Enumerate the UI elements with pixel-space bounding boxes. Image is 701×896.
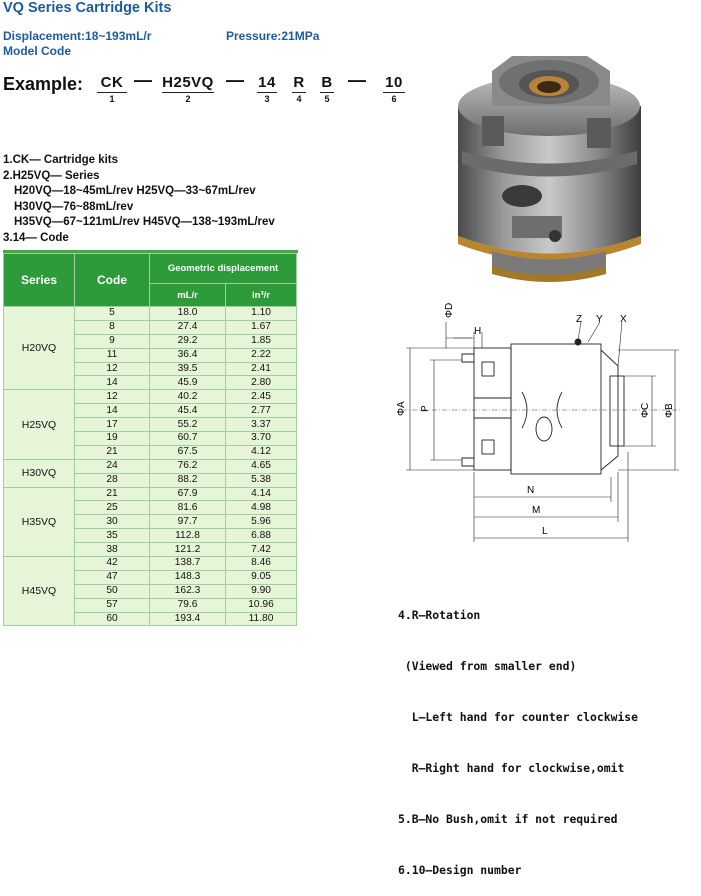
table-row (4, 487, 297, 501)
code-cell: 8 (75, 320, 150, 334)
dim-label-phiA: ΦA (396, 401, 407, 416)
example-segment-6 (383, 74, 405, 105)
model-code-heading: Model Code (3, 44, 71, 58)
in3-cell: 10.96 (226, 598, 297, 612)
in3-cell: 4.65 (226, 459, 297, 473)
ml-cell: 45.4 (150, 404, 226, 418)
dim-label-P: P (420, 405, 431, 412)
table-body (4, 307, 297, 626)
code-cell: 9 (75, 334, 150, 348)
dimension-drawing (382, 302, 700, 562)
pressure-spec: Pressure:21MPa (226, 29, 320, 43)
in3-cell: 5.38 (226, 473, 297, 487)
code-cell: 60 (75, 612, 150, 626)
dim-label-N: N (527, 485, 535, 496)
col-header-code: Code (75, 254, 150, 307)
legend-line: H35VQ—67~121mL/rev H45VQ—138~193mL/rev (14, 216, 275, 228)
ml-cell: 60.7 (150, 432, 226, 446)
code-cell: 30 (75, 515, 150, 529)
table-row (4, 307, 297, 321)
in3-cell: 1.67 (226, 320, 297, 334)
code-cell: 50 (75, 584, 150, 598)
dim-label-phiC: ΦC (640, 402, 651, 418)
code-cell: 57 (75, 598, 150, 612)
in3-cell: 2.41 (226, 362, 297, 376)
in3-cell: 11.80 (226, 612, 297, 626)
ml-cell: 18.0 (150, 307, 226, 321)
code-cell: 14 (75, 376, 150, 390)
ml-cell: 81.6 (150, 501, 226, 515)
code-cell: 12 (75, 390, 150, 404)
ml-cell: 162.3 (150, 584, 226, 598)
in3-cell: 4.14 (226, 487, 297, 501)
code-cell: 28 (75, 473, 150, 487)
code-cell: 17 (75, 418, 150, 432)
dim-label-Y: Y (596, 314, 603, 325)
in3-cell: 3.37 (226, 418, 297, 432)
dim-label-Z: Z (576, 314, 583, 325)
in3-cell: 9.90 (226, 584, 297, 598)
ml-cell: 88.2 (150, 473, 226, 487)
page-title: VQ Series Cartridge Kits (3, 0, 172, 16)
in3-cell: 7.42 (226, 543, 297, 557)
in3-cell: 4.12 (226, 445, 297, 459)
legend-line: 2.H25VQ— Series (3, 169, 100, 182)
table-row (4, 557, 297, 571)
code-cell: 47 (75, 570, 150, 584)
ml-cell: 79.6 (150, 598, 226, 612)
example-segment-1 (97, 74, 127, 105)
in3-cell: 9.05 (226, 570, 297, 584)
segment-number: 3 (264, 94, 270, 104)
segment-code: 10 (383, 74, 405, 93)
code-cell: 12 (75, 362, 150, 376)
drawing-outline (462, 339, 624, 474)
ml-cell: 40.2 (150, 390, 226, 404)
ml-cell: 27.4 (150, 320, 226, 334)
example-segment-3 (257, 74, 277, 105)
legend-line: 3.14— Code (3, 231, 69, 244)
dim-label-H: H (474, 326, 482, 337)
segment-number: 5 (324, 94, 330, 104)
segment-code: CK (97, 74, 127, 93)
example-segment-2 (162, 74, 214, 105)
table-row (4, 459, 297, 473)
code-cell: 11 (75, 348, 150, 362)
displacement-spec: Displacement:18~193mL/r (3, 29, 152, 43)
in3-cell: 2.45 (226, 390, 297, 404)
series-cell: H35VQ (4, 487, 75, 556)
ml-cell: 121.2 (150, 543, 226, 557)
note-line: 4.R—Rotation (398, 608, 481, 622)
ml-cell: 36.4 (150, 348, 226, 362)
series-cell: H45VQ (4, 557, 75, 626)
table-row (4, 390, 297, 404)
example-segment-4 (292, 74, 306, 105)
code-cell: 42 (75, 557, 150, 571)
dim-label-L: L (542, 526, 548, 537)
series-cell: H20VQ (4, 307, 75, 390)
segment-code: H25VQ (162, 74, 214, 91)
dim-label-X: X (620, 314, 627, 325)
col-header-geometric: Geometric displacement (150, 254, 297, 284)
col-header-series: Series (4, 254, 75, 307)
option-notes (398, 573, 638, 896)
segment-number: 1 (109, 94, 115, 104)
legend-line: H30VQ—76~88mL/rev (14, 200, 134, 213)
ml-cell: 148.3 (150, 570, 226, 584)
in3-cell: 2.80 (226, 376, 297, 390)
code-cell: 35 (75, 529, 150, 543)
example-label: Example: (3, 74, 84, 94)
code-cell: 5 (75, 307, 150, 321)
code-cell: 21 (75, 445, 150, 459)
code-cell: 24 (75, 459, 150, 473)
dim-label-phiB: ΦB (664, 403, 675, 418)
example-dash: — (348, 70, 366, 90)
dim-label-M: M (532, 505, 541, 516)
in3-cell: 3.70 (226, 432, 297, 446)
segment-number: 2 (185, 94, 191, 104)
note-line: 5.B—No Bush,omit if not required (398, 812, 618, 826)
note-line: R—Right hand for clockwise,omit (398, 761, 625, 775)
example-dash: — (134, 70, 152, 90)
code-cell: 38 (75, 543, 150, 557)
in3-cell: 2.22 (226, 348, 297, 362)
note-line: 6.10—Design number (398, 863, 522, 877)
segment-code: 14 (258, 74, 276, 91)
example-segment-5 (320, 74, 334, 105)
ml-cell: 112.8 (150, 529, 226, 543)
legend-line: 1.CK— Cartridge kits (3, 154, 119, 166)
in3-cell: 5.96 (226, 515, 297, 529)
in3-cell: 1.10 (226, 307, 297, 321)
ml-cell: 67.9 (150, 487, 226, 501)
ml-cell: 29.2 (150, 334, 226, 348)
displacement-table (3, 253, 297, 626)
segment-code: R (293, 74, 305, 91)
in3-cell: 4.98 (226, 501, 297, 515)
in3-cell: 1.85 (226, 334, 297, 348)
dimension-lines (406, 322, 679, 542)
code-cell: 19 (75, 432, 150, 446)
series-cell: H25VQ (4, 390, 75, 459)
dim-label-phiD: ΦD (444, 302, 455, 318)
code-cell: 21 (75, 487, 150, 501)
series-cell: H30VQ (4, 459, 75, 487)
legend-line: H20VQ—18~45mL/rev H25VQ—33~67mL/rev (14, 185, 256, 197)
ml-cell: 97.7 (150, 515, 226, 529)
ml-cell: 55.2 (150, 418, 226, 432)
col-header-ml: mL/r (150, 284, 226, 307)
segment-number: 6 (391, 94, 397, 104)
ml-cell: 39.5 (150, 362, 226, 376)
example-dash: — (226, 70, 244, 90)
col-header-in3: in³/r (226, 284, 297, 307)
in3-cell: 8.46 (226, 557, 297, 571)
ml-cell: 67.5 (150, 445, 226, 459)
code-cell: 25 (75, 501, 150, 515)
ml-cell: 138.7 (150, 557, 226, 571)
note-line: L—Left hand for counter clockwise (398, 710, 639, 724)
segment-number: 4 (296, 94, 302, 104)
in3-cell: 2.77 (226, 404, 297, 418)
cartridge-kit-photo (452, 46, 647, 291)
ml-cell: 193.4 (150, 612, 226, 626)
ml-cell: 76.2 (150, 459, 226, 473)
code-cell: 14 (75, 404, 150, 418)
model-code-legend (3, 153, 275, 246)
ml-cell: 45.9 (150, 376, 226, 390)
note-line: (Viewed from smaller end) (398, 659, 577, 673)
in3-cell: 6.88 (226, 529, 297, 543)
segment-code: B (321, 74, 333, 91)
